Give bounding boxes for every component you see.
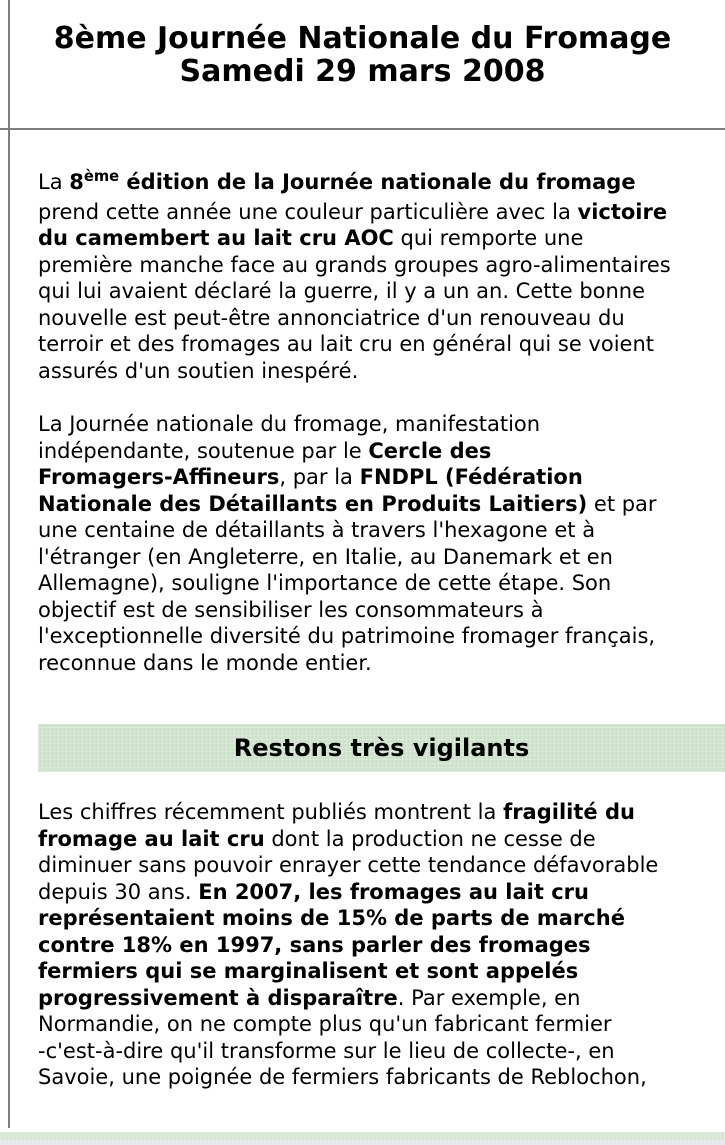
text-line: La Journée nationale du fromage, manifestation bbox=[38, 412, 541, 436]
paragraph-intro bbox=[38, 169, 716, 384]
text-line: Normandie, on ne compte plus qu'un fabricant fermier bbox=[38, 1012, 612, 1036]
document-header bbox=[0, 0, 725, 128]
paragraph-organisers bbox=[38, 411, 716, 676]
text-line: une centaine de détaillants à travers l'hexagone et à bbox=[38, 518, 596, 542]
page-title-line1: 8ème Journée Nationale du Fromage bbox=[53, 21, 672, 56]
text-line: nouvelle est peut-être annonciatrice d'un renouveau du bbox=[38, 305, 625, 330]
text-line: -c'est-à-dire qu'il transforme sur le lieu de collecte-, en bbox=[38, 1038, 615, 1063]
text-line: assurés d'un soutien inespéré. bbox=[38, 358, 359, 383]
text-line: reconnue dans le monde entier. bbox=[38, 650, 372, 675]
text-line: Les chiffres récemment publiés montrent la fragilité du bbox=[38, 800, 635, 824]
text-line: l'étranger (en Angleterre, en Italie, au Danemark et en bbox=[38, 544, 613, 569]
text-line: Savoie, une poignée de fermiers fabricants de Reblochon, bbox=[38, 1065, 647, 1089]
section-banner bbox=[38, 724, 725, 772]
text-line: Nationale des Détaillants en Produits Laitiers) et par bbox=[38, 491, 657, 516]
paragraph-vigilance bbox=[38, 799, 716, 1091]
left-border-line bbox=[8, 0, 10, 1128]
text-line: diminuer sans pouvoir enrayer cette tendance défavorable bbox=[38, 853, 659, 877]
text-line: Allemagne), souligne l'importance de cette étape. Son bbox=[38, 571, 612, 595]
text-line: Fromagers-Affineurs, par la FNDPL (Fédération bbox=[38, 465, 583, 489]
text-line: progressivement à disparaître. Par exemple, en bbox=[38, 985, 581, 1010]
page-title-line2: Samedi 29 mars 2008 bbox=[179, 54, 546, 89]
text-line: objectif est de sensibiliser les consommateurs à bbox=[38, 597, 544, 622]
footer-green-bar bbox=[0, 1132, 725, 1140]
text-line: La 8ème édition de la Journée nationale du fromage bbox=[38, 167, 636, 194]
text-line: prend cette année une couleur particulière avec la victoire bbox=[38, 199, 668, 224]
text-line: fromage au lait cru dont la production ne cesse de bbox=[38, 826, 596, 851]
text-line: du camembert au lait cru AOC qui remporte une bbox=[38, 226, 584, 250]
section-banner-label: Restons très vigilants bbox=[233, 734, 530, 762]
footer-gray-strip bbox=[0, 1140, 725, 1145]
article-body bbox=[38, 130, 716, 1091]
text-line: depuis 30 ans. En 2007, les fromages au lait cru bbox=[38, 879, 589, 904]
text-line: fermiers qui se marginalisent et sont appelés bbox=[38, 959, 579, 983]
text-line: terroir et des fromages au lait cru en général qui se voient bbox=[38, 332, 655, 356]
page-title bbox=[0, 22, 725, 88]
text-line: qui lui avaient déclaré la guerre, il y a un an. Cette bonne bbox=[38, 279, 646, 303]
text-line: contre 18% en 1997, sans parler des fromages bbox=[38, 932, 591, 957]
text-line: représentaient moins de 15% de parts de marché bbox=[38, 906, 625, 930]
text-line: indépendante, soutenue par le Cercle des bbox=[38, 438, 492, 463]
text-line: l'exceptionnelle diversité du patrimoine fromager français, bbox=[38, 624, 656, 648]
text-line: première manche face au grands groupes agro-alimentaires bbox=[38, 252, 671, 277]
